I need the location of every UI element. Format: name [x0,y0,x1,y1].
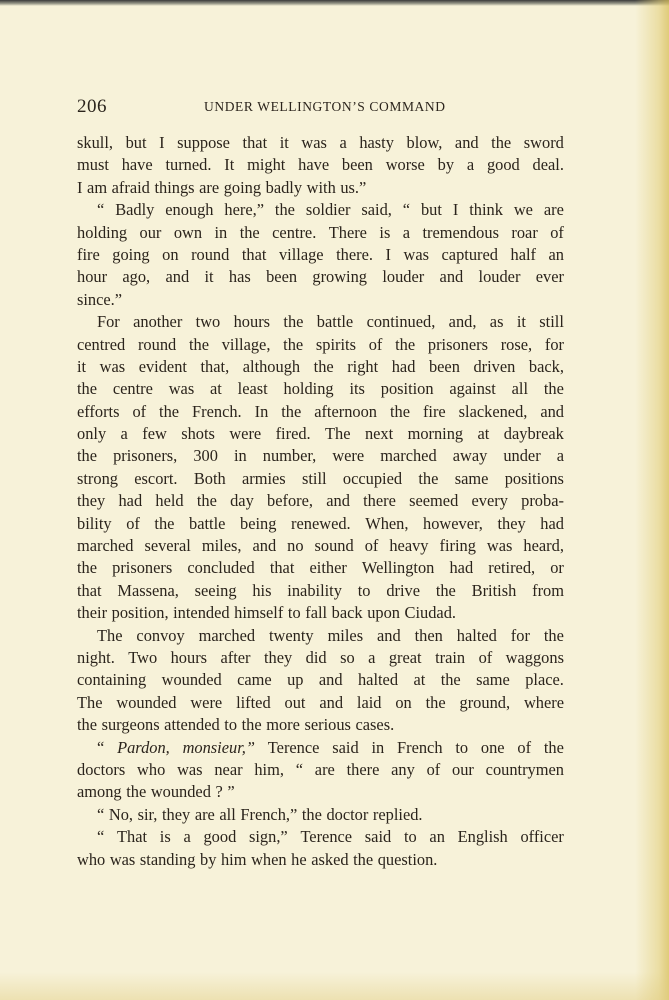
text-line: they had held the day before, and there seemed every proba- [77,491,564,511]
page-top-edge [0,0,669,6]
text-line: The wounded were lifted out and laid on the ground, where [77,692,564,712]
text-line: the prisoners, 300 in number, were marched away under a [77,446,564,466]
text-line: centred round the village, the spirits of the prisoners rose, for [77,334,564,354]
text-line: “ No, sir, they are all French,” the doctor replied. [97,804,423,824]
text-line: the surgeons attended to the more serious cases. [77,715,395,735]
body-text [77,132,564,871]
text-line: among the wounded ? ” [77,782,235,802]
text-line: it was evident that, although the right had been driven back, [77,356,564,376]
text-line: that Massena, seeing his inability to drive the British from [77,580,564,600]
text-line: holding our own in the centre. There is a tremendous roar of [77,222,564,242]
running-title: UNDER WELLINGTON’S COMMAND [204,99,446,114]
text-line: must have turned. It might have been worse by a good deal. [77,155,564,175]
text-line: containing wounded came up and halted at the same place. [77,670,564,690]
text-line: For another two hours the battle continued, and, as it still [97,312,564,332]
page-bottom-shadow [0,972,669,1000]
text-line: night. Two hours after they did so a great train of waggons [77,647,564,667]
text-line: skull, but I suppose that it was a hasty blow, and the sword [77,133,564,152]
text-line: fire going on round that village there. I was captured half an [77,244,564,264]
text-line: who was standing by him when he asked the question. [77,849,438,869]
text-line: doctors who was near him, “ are there any of our countrymen [77,759,564,779]
text-line: the prisoners concluded that either Wellington had retired, or [77,558,564,578]
text-line: I am afraid things are going badly with us.” [77,177,367,197]
text-line: their position, intended himself to fall back upon Ciudad. [77,603,456,623]
text-line: “ Pardon, monsieur,” Terence said in French to one of the [97,737,564,757]
text-line: strong escort. Both armies still occupied the same positions [77,468,564,488]
text-line: “ That is a good sign,” Terence said to an English officer [97,827,564,847]
text-line: marched several miles, and no sound of heavy firing was heard, [77,536,564,556]
text-line: bility of the battle being renewed. When, however, they had [77,513,564,533]
text-line: since.” [77,289,123,309]
page-number: 206 [77,96,107,117]
text-line: efforts of the French. In the afternoon the fire slackened, and [77,401,564,421]
text-line: hour ago, and it has been growing louder and louder ever [77,267,564,287]
text-line: the centre was at least holding its position against all the [77,379,564,399]
text-line: “ Badly enough here,” the soldier said, “ but I think we are [97,200,564,220]
running-head [77,96,564,118]
text-line: only a few shots were fired. The next morning at daybreak [77,424,564,444]
page-gutter-shadow [635,0,669,1000]
text-line: The convoy marched twenty miles and then halted for the [97,625,564,645]
